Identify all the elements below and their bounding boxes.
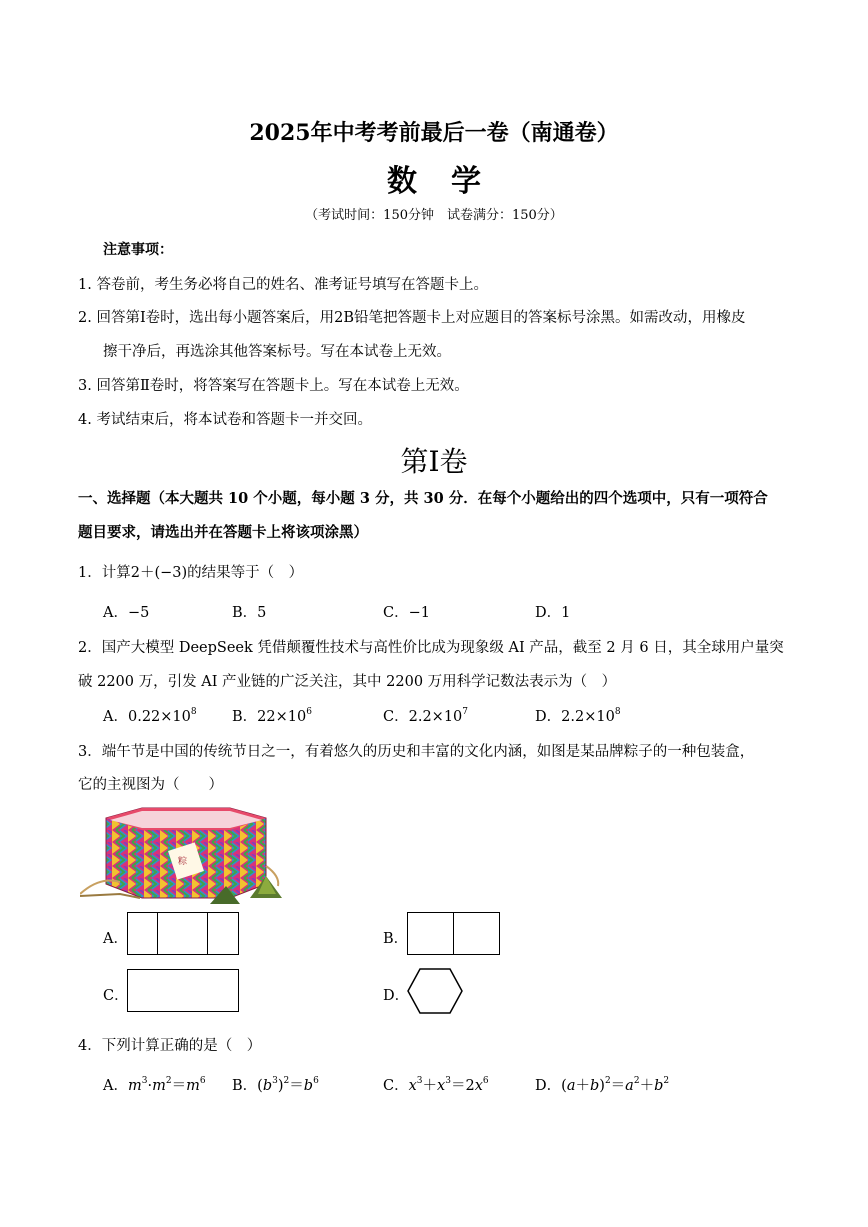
notice-item-2-cont: 擦干净后，再选涂其他答案标号。写在本试卷上无效。 xyxy=(103,344,451,360)
section-heading-line1: 一、选择题（本大题共 10 个小题，每小题 3 分，共 30 分．在每个小题给出的四个选项中，只有一项符合 xyxy=(78,490,768,507)
q1-option-a: A．−5 xyxy=(103,605,150,621)
q4-option-d: D．$(a+b)^2=a^2+b^2$ xyxy=(535,1076,670,1094)
volume-title: 第Ⅰ卷 xyxy=(400,445,468,478)
exam-title: 2025年中考考前最后一卷（南通卷） xyxy=(249,120,619,146)
q4-option-a: A．$m^3\cdot m^2=m^6$ xyxy=(103,1076,206,1094)
q4-d-formula: $(a+b)^2=a^2+b^2$ xyxy=(561,1076,670,1094)
svg-text:粽: 粽 xyxy=(178,857,188,867)
q1-prefix: 1．计算 xyxy=(78,565,131,581)
q1-option-b: B．5 xyxy=(232,605,267,621)
q4-a-formula: $m^3\cdot m^2=m^6$ xyxy=(127,1076,206,1094)
subject-title: 数学 xyxy=(387,164,515,199)
q3-option-b-label: B． xyxy=(383,931,409,947)
q1-option-c: C．−1 xyxy=(383,605,430,621)
q3-option-c-label: C． xyxy=(103,988,129,1004)
question-4-stem: 4．下列计算正确的是（ ） xyxy=(78,1038,262,1054)
q4-b-formula: $(b^3)^2=b^6$ xyxy=(257,1076,319,1094)
q3-option-d-hexagon xyxy=(406,967,464,1015)
section-heading-line2: 题目要求，请选出并在答题卡上将该项涂黑） xyxy=(78,524,368,541)
notice-item-4: 4. 考试结束后，将本试卷和答题卡一并交回。 xyxy=(78,412,372,428)
zongzi-box-image xyxy=(80,806,292,908)
q3-option-a-label: A． xyxy=(103,931,128,947)
q3-option-d-label: D． xyxy=(383,988,410,1004)
question-3-line1: 3．端午节是中国的传统节日之一，有着悠久的历史和丰富的文化内涵，如图是某品牌粽子的一种包装盒， xyxy=(78,744,755,760)
question-2-line2: 破 2200 万，引发 AI 产业链的广泛关注，其中 2200 万用科学记数法表示为（ ） xyxy=(78,674,617,690)
q3-option-c-figure xyxy=(127,969,239,1012)
q1-option-d: D．1 xyxy=(535,605,571,621)
q4-option-c: C．$x^3+x^3=2x^6$ xyxy=(383,1076,489,1094)
q2-option-d: D．$2.2\times 10^8$ xyxy=(535,707,621,725)
exam-info: （考试时间：150分钟 试卷满分：150分） xyxy=(305,208,563,223)
q3-option-a-figure xyxy=(127,912,239,955)
q1-suffix: 的结果等于（ ） xyxy=(187,565,304,581)
question-3-line2: 它的主视图为（ ） xyxy=(78,777,223,793)
notice-heading: 注意事项： xyxy=(103,242,173,258)
question-2-line1: 2．国产大模型 DeepSeek 凭借颠覆性技术与高性价比成为现象级 AI 产品，截至 2 月 6 日，其全球用户量突 xyxy=(78,640,784,656)
q2-option-a: A．$0.22\times 10^8$ xyxy=(103,707,197,725)
question-1-stem xyxy=(78,561,303,582)
q4-option-b: B．$(b^3)^2=b^6$ xyxy=(232,1076,319,1094)
q4-c-formula: $x^3+x^3=2x^6$ xyxy=(408,1076,489,1094)
q1-expression: 2＋(−3) xyxy=(130,565,188,581)
notice-item-2: 2. 回答第Ⅰ卷时，选出每小题答案后，用2B铅笔把答题卡上对应题目的答案标号涂黑。如需改动，用橡皮 xyxy=(78,310,746,326)
q2-option-b: B．$22\times 10^6$ xyxy=(232,707,312,725)
notice-item-3: 3. 回答第Ⅱ卷时，将答案写在答题卡上。写在本试卷上无效。 xyxy=(78,378,469,394)
notice-item-1: 1. 答卷前，考生务必将自己的姓名、准考证号填写在答题卡上。 xyxy=(78,277,488,293)
q3-option-b-figure xyxy=(407,912,500,955)
q2-option-c: C．$2.2\times 10^7$ xyxy=(383,707,469,725)
